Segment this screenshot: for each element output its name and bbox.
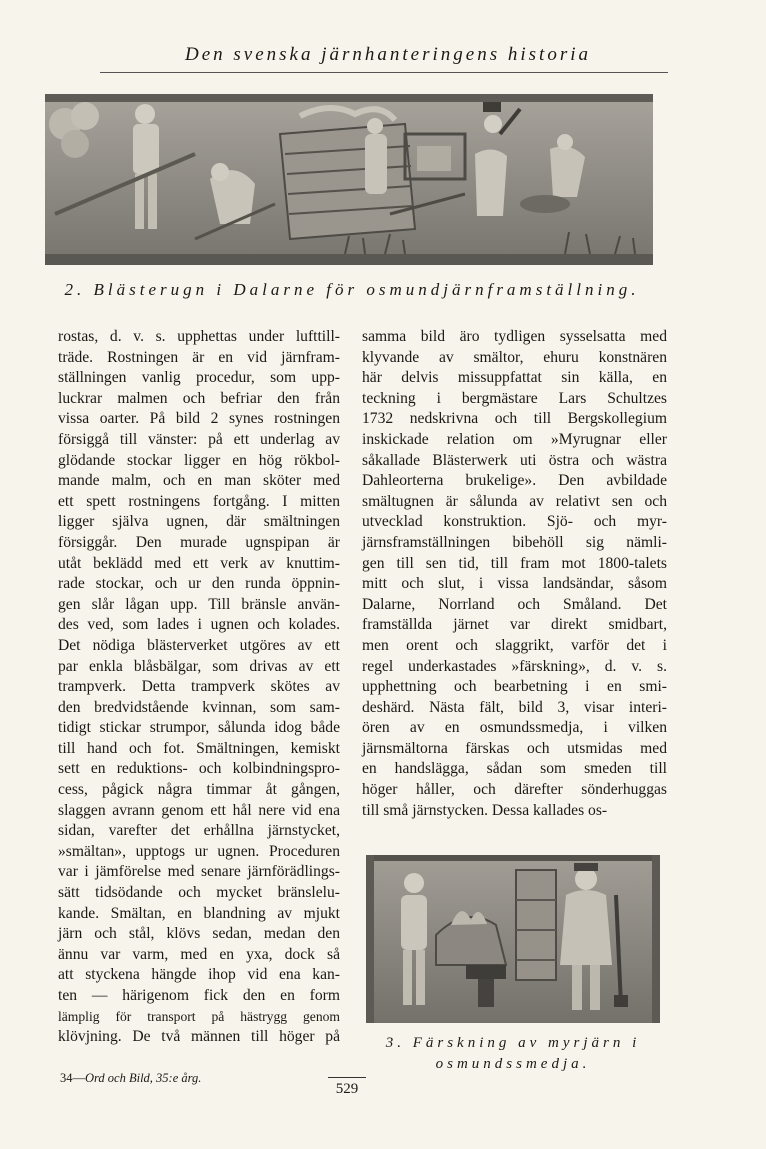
text-line: framställda järnet var direkt smidbart, [362, 616, 667, 634]
text-line: tidigt stickar strumpor, sålunda idog både [58, 719, 340, 737]
text-line: ställningen vanlig procedur, som upp- [58, 369, 340, 387]
text-line: till små järnstycken. Dessa kallades os- [362, 801, 608, 819]
header-rule [100, 72, 668, 73]
text-line: järnsmältorna färskas och utsmidas med [362, 739, 667, 757]
text-line: ligger själva ugnen, där smältningen [58, 513, 340, 531]
text-line: sätt tidsödande och mycket bränslelu- [58, 884, 340, 902]
page-number: 529 [335, 1081, 359, 1097]
text-line: deshärd. Nästa fält, bild 3, visar interi- [362, 698, 667, 716]
text-line: järnsframställningen bibehöll sig nämli- [362, 533, 667, 551]
text-line: försiggår. Den murade ugnspipan är [58, 533, 340, 551]
text-column-right [362, 327, 667, 821]
text-line: par enkla blåsbälgar, som drivas av ett [58, 657, 340, 675]
text-line: järn och stål, klövs sedan, medan den [58, 925, 340, 943]
text-line: vissa oarter. På bild 2 synes rostningen [58, 410, 340, 428]
text-line: klövjning. De två männen till höger på [58, 1028, 340, 1046]
figure-relief-farskning [366, 855, 660, 1023]
page-number-rule [328, 1077, 366, 1078]
text-line: smältugnen är sålunda av relativt sen och [362, 492, 667, 510]
figure-3-caption [366, 1033, 660, 1075]
text-line: den bredvidstående kvinnan, som sam- [58, 698, 340, 716]
figure-3-caption-line-2: osmundssmedja. [435, 1056, 591, 1072]
text-line: lämplig för transport på hästrygg genom [58, 1008, 340, 1024]
text-line: des ved, som lades i ugnen och kolades. [58, 616, 340, 634]
text-line: ett spett rostningens fortgång. I mitten [58, 492, 340, 510]
text-line: inskickade relation om »Myrugnar eller [362, 430, 667, 448]
text-line: Dalarne, Norrland och Småland. Det [362, 595, 667, 613]
text-line: regel underkastades »färskning», d. v. s. [362, 657, 667, 675]
text-line: träde. Rostningen är en vid järnfram- [58, 348, 340, 366]
text-line: utåt beklädd med ett verk av knuttim- [58, 554, 340, 572]
running-title: Den svenska järnhanteringens historia [184, 44, 591, 65]
figure-3-caption-line-1: 3. Färskning av myrjärn i [385, 1035, 641, 1051]
text-line: gen slår lågan upp. Till bränsle använ- [58, 595, 340, 613]
text-line: luckrar malmen och befriar den från [58, 389, 340, 407]
text-line: kande. Smältan, en blandning av mjukt [58, 904, 340, 922]
text-line: att styckena hängde ihop vid ena kan- [58, 966, 340, 984]
text-line: upphettning och bearbetning i en smi- [362, 678, 667, 696]
text-line: ten — härigenom fick den en form [58, 987, 340, 1004]
text-line: rostas, d. v. s. upphettas under lufttill- [58, 328, 340, 345]
figure-relief-blasterugn [45, 94, 653, 265]
text-line: höger håller, och därefter sönderhuggas [362, 781, 667, 799]
text-line: 1732 nedskrivna och till Bergskollegium [362, 410, 667, 428]
text-line: samma bild äro tydligen sysselsatta med [362, 328, 667, 345]
text-line: mitt och slut, i vissa landsändar, såsom [362, 575, 667, 593]
text-line: klyvande av smältor, ehuru konstnären [362, 348, 667, 366]
text-line: slaggen avrann genom ett hål nere vid ena [58, 801, 340, 819]
figure-2-caption: 2. Blästerugn i Dalarne för osmundjärnframställning. [64, 280, 640, 299]
text-line: en handslägga, sådan som smeden till [362, 760, 667, 778]
text-line: försiggå till vänster: på ett underlag av [58, 430, 340, 448]
signature-mark: 34— [60, 1071, 85, 1085]
text-column-left [58, 327, 340, 1048]
text-line: gen till sen tid, till fram mot 1800-talets [362, 554, 667, 572]
journal-source: Ord och Bild, 35:e årg. [85, 1071, 202, 1085]
text-line: såkallade Blästerwerk uti östra och wästra [362, 451, 667, 469]
relief-illustration-1 [45, 94, 653, 265]
text-line: mande malm, och en man sköter med [58, 472, 340, 490]
text-line: Det nödiga blästerverket utgöres av ett [58, 636, 340, 654]
text-line: Dahleorterna brukelige». Den avbildade [362, 472, 667, 490]
text-line: utvecklad konstruktion. Sjö- och myr- [362, 513, 667, 531]
text-line: rade stockar, och ur den runda öppnin- [58, 575, 340, 593]
text-line: här delvis missuppfattat sin källa, en [362, 369, 667, 387]
text-line: ören av en osmundssmedja, i vilken [362, 719, 667, 737]
text-line: var i jämförelse med senare järnförädlings- [58, 863, 340, 881]
text-line: »smältan», upptogs ur ugnen. Proceduren [58, 842, 340, 860]
text-line: sidan, varefter det erhållna järnstycket, [58, 822, 340, 840]
text-line: teckning i bergmästare Lars Schultzes [362, 389, 667, 407]
text-line: glödande stockar ligger en hög rökbol- [58, 451, 340, 469]
text-line: trampverk. Detta trampverk skötes av [58, 678, 340, 696]
text-line: cess, pågick några timmar åt gången, [58, 781, 340, 799]
text-line: till hand och fot. Smältningen, kemiskt [58, 739, 340, 757]
footer-signature [60, 1071, 201, 1086]
relief-illustration-2 [366, 855, 660, 1023]
text-line: ännu var varm, med en yxa, dock så [58, 945, 340, 963]
text-line: sett en reduktions- och kolbindningspro- [58, 760, 340, 778]
text-line: men orent och slaggrikt, varför det i [362, 636, 667, 654]
